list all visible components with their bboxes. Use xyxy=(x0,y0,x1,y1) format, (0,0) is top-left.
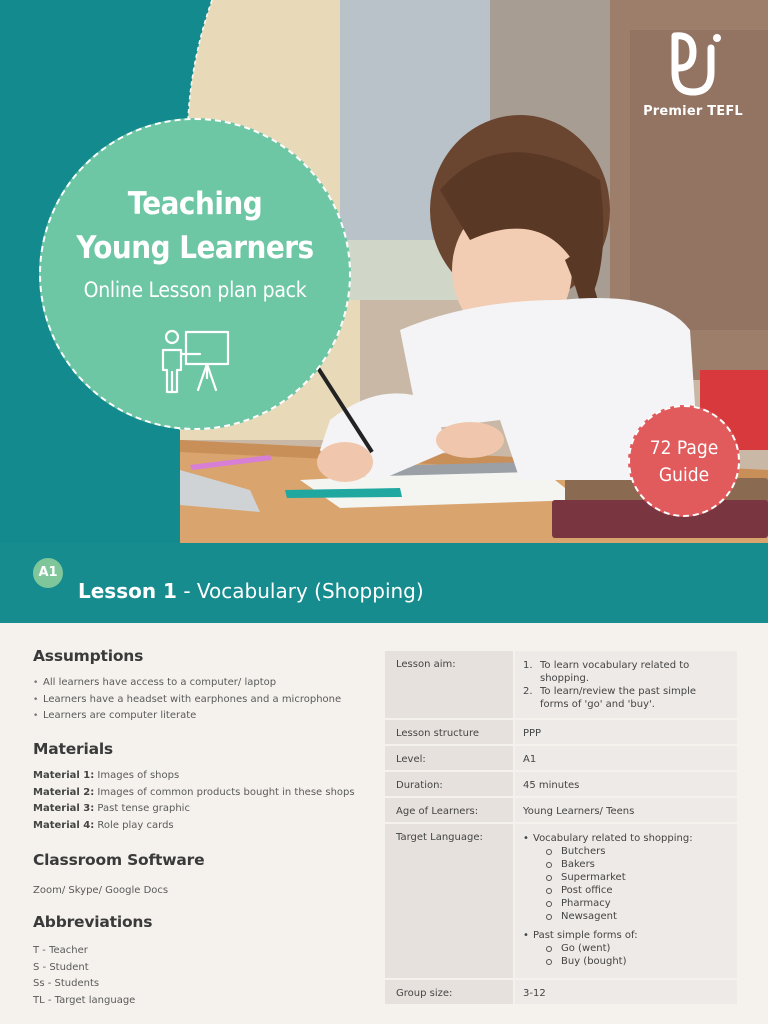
target-heading-vocabulary: • Vocabulary related to shopping: xyxy=(523,832,727,845)
material-key: Material 1: xyxy=(33,770,95,781)
software-section xyxy=(33,851,204,900)
software-text: Zoom/ Skype/ Google Docs xyxy=(33,885,169,896)
aims-list xyxy=(523,659,727,711)
past-simple-list xyxy=(523,942,727,968)
page-count-badge xyxy=(628,405,740,517)
table-value: 45 minutes xyxy=(514,771,737,797)
target-heading-past-simple: • Past simple forms of: xyxy=(523,929,727,942)
lesson-separator: - xyxy=(176,579,197,603)
premier-tefl-logo-icon xyxy=(663,30,723,98)
materials-section xyxy=(33,740,355,835)
table-row xyxy=(385,745,737,771)
title-line-2: Young Learners xyxy=(76,230,314,266)
list-item: Go (went) xyxy=(545,942,727,955)
level-badge: A1 xyxy=(33,558,63,588)
materials-heading: Materials xyxy=(33,740,113,758)
materials-list xyxy=(33,768,355,835)
vocabulary-list xyxy=(523,845,727,923)
table-row xyxy=(385,651,737,719)
list-item xyxy=(33,768,355,785)
table-value: A1 xyxy=(514,745,737,771)
list-item xyxy=(523,685,727,711)
abbreviations-section xyxy=(33,913,152,1009)
table-row xyxy=(385,771,737,797)
item-text: To learn/review the past simple forms of 'go' and 'buy'. xyxy=(540,686,697,710)
list-item xyxy=(33,785,355,802)
table-value: Young Learners/ Teens xyxy=(514,797,737,823)
list-item: • Learners are computer literate xyxy=(33,708,341,725)
list-item: TL - Target language xyxy=(33,994,136,1006)
table-value: 3-12 xyxy=(514,979,737,1005)
teacher-board-icon xyxy=(160,328,232,394)
brand-name: Premier TEFL xyxy=(643,104,743,119)
table-row xyxy=(385,797,737,823)
list-item: T - Teacher xyxy=(33,945,88,956)
list-item: Buy (bought) xyxy=(545,955,727,968)
table-label: Target Language: xyxy=(385,823,514,979)
list-item: • Learners have a headset with earphones and a microphone xyxy=(33,692,341,709)
list-item: Bakers xyxy=(545,858,727,871)
material-key: Material 3: xyxy=(33,803,95,815)
item-number: 1. xyxy=(523,660,533,671)
item-number: 2. xyxy=(523,686,533,697)
material-value: Role play cards xyxy=(94,820,174,832)
lesson-info-table xyxy=(385,651,737,1006)
list-item: Newsagent xyxy=(545,910,727,923)
table-label: Group size: xyxy=(385,979,514,1005)
page-count-line-2: Guide xyxy=(658,464,710,486)
item-text: To learn vocabulary related to shopping. xyxy=(540,660,690,684)
list-item xyxy=(523,659,727,685)
table-label: Duration: xyxy=(385,771,514,797)
list-item: Pharmacy xyxy=(545,897,727,910)
lesson-topic: Vocabulary (Shopping) xyxy=(196,579,424,603)
list-item: S - Student xyxy=(33,961,89,973)
abbreviations-list xyxy=(33,943,152,1009)
table-row xyxy=(385,979,737,1005)
list-item: Post office xyxy=(545,884,727,897)
abbreviations-heading: Abbreviations xyxy=(33,913,153,931)
material-value: Past tense graphic xyxy=(94,803,190,815)
lesson-title xyxy=(78,579,424,603)
table-label: Lesson structure xyxy=(385,719,514,745)
material-value: Images of shops xyxy=(94,770,180,781)
table-row xyxy=(385,719,737,745)
title-block xyxy=(41,182,349,302)
brand-logo[interactable] xyxy=(638,30,748,119)
table-label: Lesson aim: xyxy=(385,651,514,719)
table-value: PPP xyxy=(514,719,737,745)
material-key: Material 4: xyxy=(33,820,95,832)
table-value xyxy=(514,823,737,979)
table-label: Age of Learners: xyxy=(385,797,514,823)
page-count-line-1: 72 Page xyxy=(649,437,719,459)
material-value: Images of common products bought in these shops xyxy=(94,786,355,798)
table-row xyxy=(385,823,737,979)
list-item: Butchers xyxy=(545,845,727,858)
list-item xyxy=(33,818,355,835)
lesson-header-bar xyxy=(0,543,768,623)
title-subtitle: Online Lesson plan pack xyxy=(83,278,307,302)
list-item xyxy=(33,801,355,818)
table-value xyxy=(514,651,737,719)
software-heading: Classroom Software xyxy=(33,851,205,869)
title-circle xyxy=(39,118,351,430)
assumptions-section xyxy=(33,647,341,725)
material-key: Material 2: xyxy=(33,786,95,798)
list-item: Ss - Students xyxy=(33,978,100,989)
list-item: Supermarket xyxy=(545,871,727,884)
table-label: Level: xyxy=(385,745,514,771)
list-item: • All learners have access to a computer/ laptop xyxy=(33,675,341,692)
title-line-1: Teaching xyxy=(127,186,263,222)
lesson-number: Lesson 1 xyxy=(78,579,177,603)
assumptions-list xyxy=(33,675,341,725)
assumptions-heading: Assumptions xyxy=(33,647,144,665)
